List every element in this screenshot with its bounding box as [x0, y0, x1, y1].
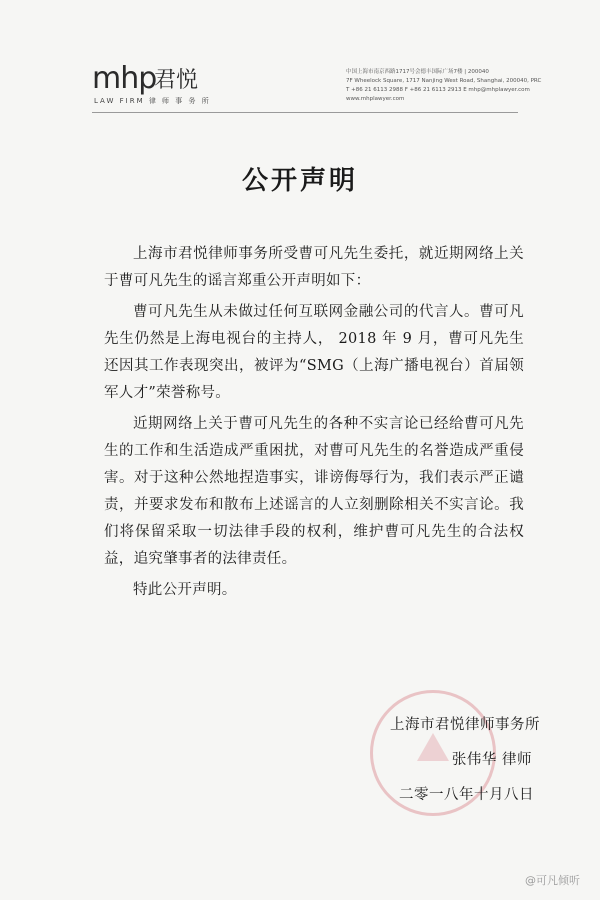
- signature-firm: 上海市君悦律师事务所: [390, 717, 540, 733]
- logo-chinese-name: 君悦: [154, 68, 199, 93]
- paragraph-clarification: 曹可凡先生从未做过任何互联网金融公司的代言人。曹可凡先生仍然是上海电视台的主持人， 2018 年 9 月，曹可凡先生还因其工作表现突出，被评为“SMG（上海广播电视台）首届领军人才”荣誉称号。: [104, 304, 524, 401]
- firm-logo: [92, 61, 242, 108]
- contact-line: T +86 21 6113 2988 F +86 21 6113 2913 E mhp@mhplawyer.com: [346, 87, 530, 93]
- address-line-en: 7F Wheelock Square, 1717 Nanjing West Road, Shanghai, 200040, PRC: [346, 78, 542, 84]
- statement-body: [104, 241, 524, 608]
- paragraph-intro: 上海市君悦律师事务所受曹可凡先生委托，就近期网络上关于曹可凡先生的谣言郑重公开声明如下：: [104, 246, 524, 289]
- letterhead-contact: [346, 68, 542, 104]
- weibo-watermark: @可凡倾听: [525, 874, 580, 887]
- website-line: www.mhplawyer.com: [346, 96, 405, 102]
- document-title: 公开声明: [241, 166, 358, 196]
- logo-subtitle: LAW FIRM 律 师 事 务 所: [94, 97, 211, 105]
- letterhead-divider: [92, 112, 518, 113]
- signature-lawyer: 张伟华 律师: [451, 752, 532, 768]
- logo-mark: mhp: [92, 61, 157, 96]
- paragraph-condemnation: 近期网络上关于曹可凡先生的各种不实言论已经给曹可凡先生的工作和生活造成严重困扰，对曹可凡先生的名誉造成严重侵害。对于这种公然地捏造事实，诽谤侮辱行为，我们表示严正谴责，并要求发布和散布上述谣言的人立刻删除相关不实言论。我们将保留采取一切法律手段的权利，维护曹可凡先生的合法权益，追究肇事者的法律责任。: [104, 416, 524, 567]
- paragraph-closing: 特此公开声明。: [133, 582, 237, 598]
- address-line-cn: 中国上海市南京西路1717号会德丰国际广场7楼 | 200040: [346, 69, 489, 75]
- signature-date: 二零一八年十月八日: [399, 787, 534, 803]
